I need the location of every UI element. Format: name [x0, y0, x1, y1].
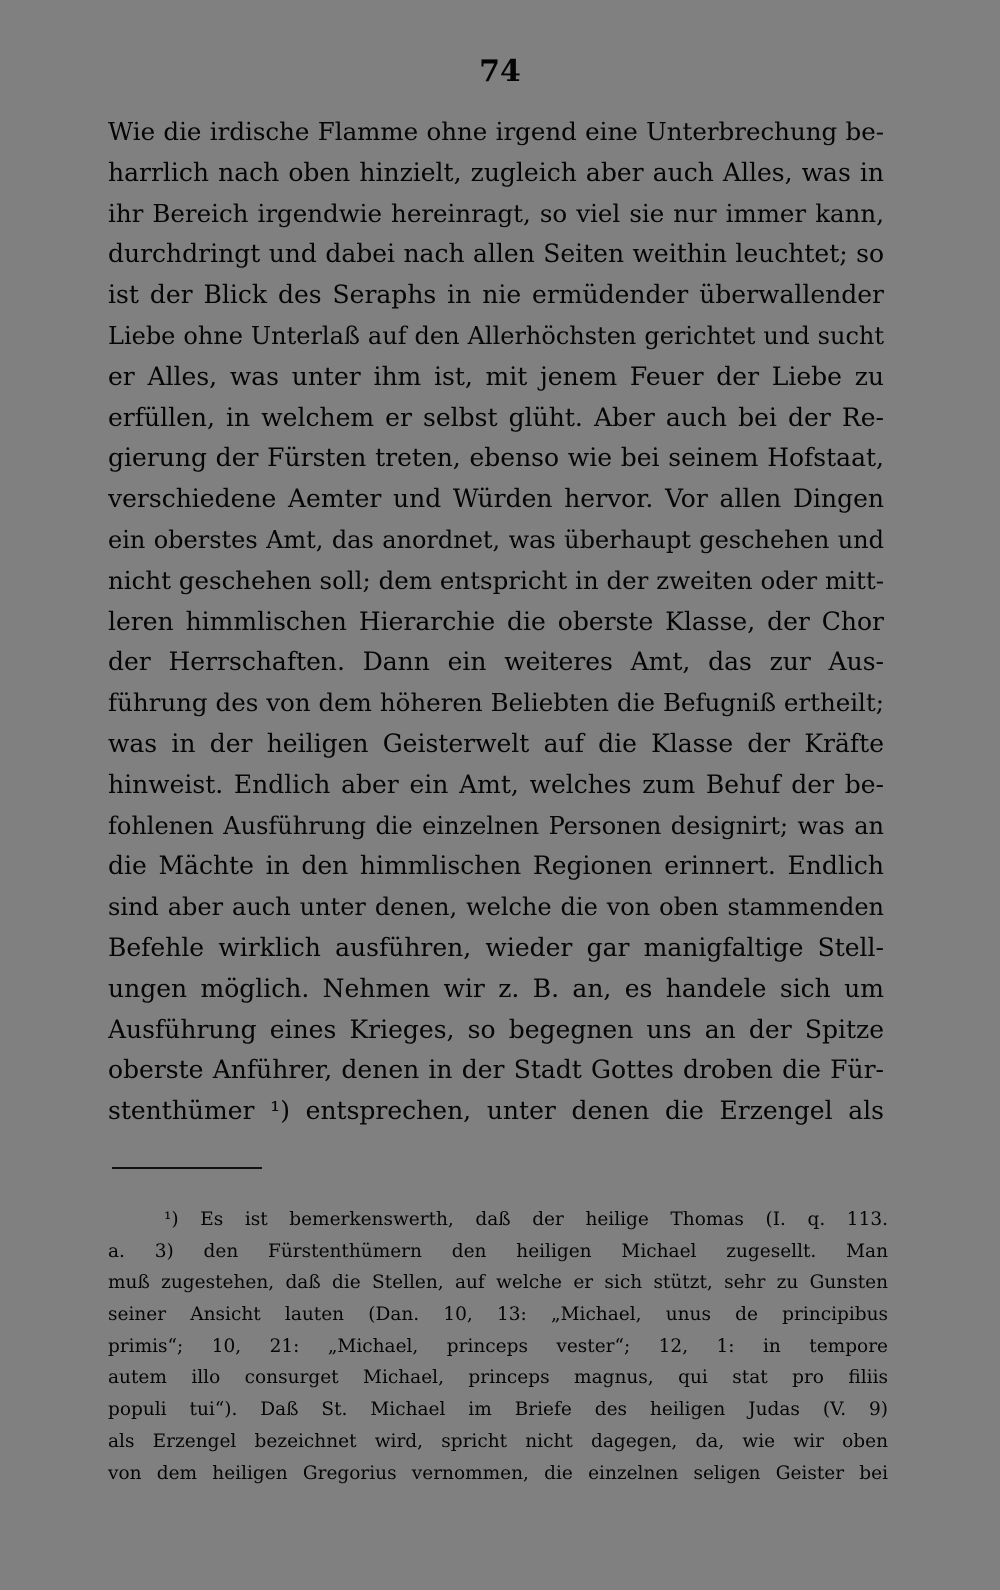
body-line: die Mächte in den himmlischen Regionen erinnert. Endlich: [108, 851, 884, 881]
footnote-line: seiner Ansicht lauten (Dan. 10, 13: „Michael, unus de principibus: [108, 1304, 888, 1326]
body-line: er Alles, was unter ihm ist, mit jenem Feuer der Liebe zu: [108, 361, 884, 391]
footnote-line: populi tui“). Daß St. Michael im Briefe des heiligen Judas (V. 9): [108, 1399, 888, 1421]
body-line: der Herrschaften. Dann ein weiteres Amt, das zur Aus-: [108, 647, 884, 677]
body-line: leren himmlischen Hierarchie die oberste Klasse, der Chor: [108, 606, 884, 636]
body-line: Liebe ohne Unterlaß auf den Allerhöchsten gerichtet und sucht: [108, 321, 884, 350]
body-line: stenthümer ¹) entsprechen, unter denen die Erzengel als: [108, 1096, 884, 1126]
body-line: Befehle wirklich ausführen, wieder gar manigfaltige Stell-: [108, 932, 884, 962]
body-line: gierung der Fürsten treten, ebenso wie bei seinem Hofstaat,: [108, 443, 884, 473]
footnote-line: ¹) Es ist bemerkenswerth, daß der heilige Thomas (I. q. 113.: [164, 1209, 888, 1230]
body-line: hinweist. Endlich aber ein Amt, welches zum Behuf der be-: [108, 769, 884, 799]
body-line: oberste Anführer, denen in der Stadt Gottes droben die Für-: [108, 1055, 884, 1085]
body-line: harrlich nach oben hinzielt, zugleich aber auch Alles, was in: [108, 157, 884, 187]
body-line: fohlenen Ausführung die einzelnen Personen designirt; was an: [108, 811, 884, 840]
body-line: nicht geschehen soll; dem entspricht in der zweiten oder mitt-: [108, 565, 884, 595]
body-line: was in der heiligen Geisterwelt auf die Klasse der Kräfte: [108, 728, 884, 758]
footnote-line: primis“; 10, 21: „Michael, princeps vester“; 12, 1: in tempore: [108, 1335, 888, 1357]
page-number: 74: [479, 54, 521, 89]
footnote-line: muß zugestehen, daß die Stellen, auf welche er sich stützt, sehr zu Gunsten: [108, 1272, 888, 1294]
body-line: sind aber auch unter denen, welche die von oben stammenden: [108, 893, 884, 922]
footnotes: [108, 1204, 888, 1489]
body-line: führung des von dem höheren Beliebten die Befugniß ertheilt;: [108, 688, 884, 718]
body-line: ein oberstes Amt, das anordnet, was überhaupt geschehen und: [108, 525, 884, 554]
footnote-separator-rule: [112, 1167, 262, 1169]
footnote-line: als Erzengel bezeichnet wird, spricht nicht dagegen, da, wie wir oben: [108, 1430, 888, 1452]
body-line: ungen möglich. Nehmen wir z. B. an, es handele sich um: [108, 973, 884, 1003]
body-line: durchdringt und dabei nach allen Seiten weithin leuchtet; so: [108, 239, 884, 269]
body-text: [108, 112, 884, 1132]
body-line: Ausführung eines Krieges, so begegnen uns an der Spitze: [108, 1014, 884, 1044]
footnote-line: a. 3) den Fürstenthümern den heiligen Michael zugesellt. Man: [108, 1240, 888, 1262]
body-line: verschiedene Aemter und Würden hervor. Vor allen Dingen: [108, 484, 884, 514]
body-line: ist der Blick des Seraphs in nie ermüdender überwallender: [108, 280, 884, 310]
body-line: Wie die irdische Flamme ohne irgend eine Unterbrechung be-: [108, 117, 884, 146]
footnote-line: von dem heiligen Gregorius vernommen, die einzelnen seligen Geister bei: [108, 1462, 888, 1484]
body-line: erfüllen, in welchem er selbst glüht. Aber auch bei der Re-: [108, 402, 884, 432]
footnote-line: autem illo consurget Michael, princeps magnus, qui stat pro filiis: [108, 1367, 888, 1389]
body-line: ihr Bereich irgendwie hereinragt, so viel sie nur immer kann,: [108, 198, 884, 228]
